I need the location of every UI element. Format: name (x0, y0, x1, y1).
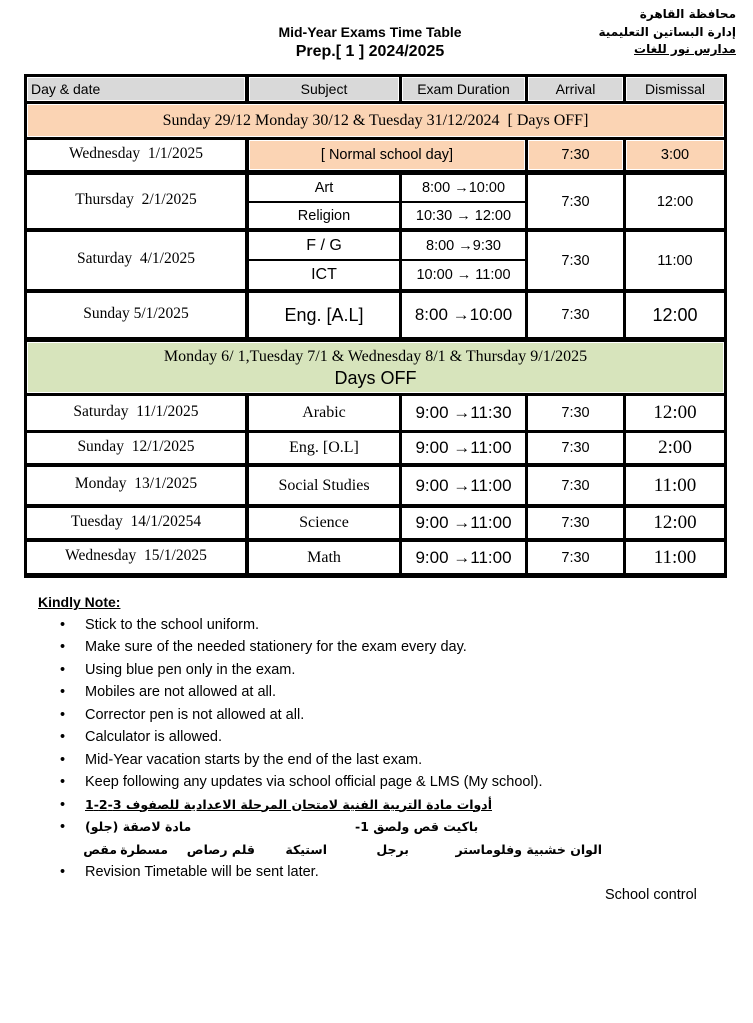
column-header-dismissal: Dismissal (626, 77, 724, 101)
table-row-duration: 9:00 →11:00 (402, 508, 525, 538)
table-row-subject: Eng. [O.L] (249, 433, 399, 463)
governorate-name: محافظة القاهرة (639, 7, 736, 21)
table-row-subject: Arabic (249, 396, 399, 430)
holiday-label: Days OFF (334, 367, 417, 388)
note-text: Keep following any updates via school official page & LMS (My school). (85, 774, 543, 790)
list-item (0, 794, 753, 817)
list-item (0, 614, 753, 637)
table-row-arrival: 7:30 (528, 508, 623, 538)
note-text: Stick to the school uniform. (85, 616, 260, 633)
table-row-duration: 9:00 →11:00 (402, 467, 525, 504)
bullet-icon (60, 749, 70, 772)
table-row-day: Thursday 2/1/2025 (27, 175, 245, 228)
table-row-duration: 9:00 →11:00 (402, 542, 525, 573)
holiday-dates: Monday 6/ 1,Tuesday 7/1 & Wednesday 8/1 & Thursday 9/1/2025 (163, 347, 588, 365)
bullet-icon (60, 861, 70, 884)
table-row-duration: 9:00 →11:30 (402, 396, 525, 430)
note-text: Corrector pen is not allowed at all. (85, 706, 305, 723)
table-row-dismissal: 11:00 (626, 232, 724, 289)
table-row-subject: Science (249, 508, 399, 538)
table-row-dismissal: 2:00 (626, 433, 724, 463)
school-name: مدارس نور للغات (634, 42, 736, 56)
table-row-duration: 8:00 →10:00 (402, 293, 525, 337)
bullet-icon (60, 704, 70, 727)
note-text: Revision Timetable will be sent later. (85, 864, 319, 880)
column-header-duration: Exam Duration (402, 77, 525, 101)
table-row-subject: F / G (249, 232, 399, 259)
table-row-arrival: 7:30 (528, 140, 623, 170)
art-tool-packet: -1 باكيت قص ولصق (355, 819, 479, 834)
column-header-arrival: Arrival (528, 77, 623, 101)
page-subtitle: Prep.[ 1 ] 2024/2025 (295, 43, 445, 60)
column-header-day: Day & date (27, 77, 245, 101)
table-row-dismissal: 12:00 (626, 508, 724, 538)
list-item (0, 636, 753, 659)
table-row-dismissal: 3:00 (626, 140, 724, 170)
notes-section (0, 591, 753, 906)
column-header-subject: Subject (249, 77, 399, 101)
list-item (0, 726, 753, 749)
notes-title: Kindly Note: (38, 594, 121, 610)
holiday-row (27, 342, 724, 393)
table-row-duration: 9:00 →11:00 (402, 433, 525, 463)
bullet-icon (60, 636, 70, 659)
table-row-arrival: 7:30 (528, 396, 623, 430)
list-item (0, 749, 753, 772)
administration-name: إدارة البساتين التعليمية (598, 24, 736, 39)
note-text: Mid-Year vacation starts by the end of the last exam. (85, 751, 423, 768)
table-row-day: Saturday 4/1/2025 (27, 232, 245, 289)
table-row-arrival: 7:30 (528, 433, 623, 463)
art-tools-title: أدوات مادة التربية الفنية لامتحان المرحلة الاعدادية للصفوف 3-2-1 (85, 796, 493, 812)
list-item (0, 771, 753, 794)
art-tool: مقص (83, 841, 117, 857)
table-row-day: Monday 13/1/2025 (27, 467, 245, 504)
table-row-day: Saturday 11/1/2025 (27, 396, 245, 430)
art-tools-list (0, 839, 753, 862)
bullet-icon (60, 614, 70, 637)
art-tool-glue: مادة لاصقة (جلو) (85, 819, 192, 834)
list-item (0, 816, 753, 839)
page-title: Mid-Year Exams Time Table (278, 24, 462, 40)
note-text: Mobiles are not allowed at all. (85, 684, 277, 700)
art-tool: برجل (376, 841, 409, 857)
table-row-subject: Social Studies (249, 467, 399, 504)
list-item (0, 704, 753, 727)
days-off-row: Sunday 29/12 Monday 30/12 & Tuesday 31/12/2024 [ Days OFF] (27, 104, 724, 137)
table-row-duration: 8:00 →9:30 (402, 232, 525, 259)
bullet-icon (60, 726, 70, 749)
table-row-dismissal: 12:00 (626, 293, 724, 337)
table-row-dismissal: 11:00 (626, 542, 724, 573)
table-row-arrival: 7:30 (528, 232, 623, 289)
table-row-arrival: 7:30 (528, 542, 623, 573)
table-row-arrival: 7:30 (528, 175, 623, 228)
art-tool: الوان خشبية وفلوماستر (455, 841, 602, 857)
table-row-duration: 10:00 → 11:00 (402, 261, 525, 289)
note-text: Make sure of the needed stationery for the exam every day. (85, 639, 467, 655)
bullet-icon (60, 659, 70, 682)
table-row-day: Sunday 5/1/2025 (27, 293, 245, 337)
art-tool: استيكة (285, 841, 327, 857)
table-row-day: Sunday 12/1/2025 (27, 433, 245, 463)
note-text: Using blue pen only in the exam. (85, 661, 296, 678)
school-control-signature: School control (605, 886, 697, 903)
note-text: Calculator is allowed. (85, 729, 223, 745)
table-row-subject: ICT (249, 261, 399, 289)
table-row-dismissal: 12:00 (626, 396, 724, 430)
table-row-arrival: 7:30 (528, 467, 623, 504)
table-row-subject: Art (249, 175, 399, 201)
bullet-icon (60, 816, 70, 839)
list-item (0, 861, 753, 884)
art-tool: قلم رصاص (186, 841, 255, 857)
table-row-dismissal: 11:00 (626, 467, 724, 504)
table-row-duration: 8:00 →10:00 (402, 175, 525, 201)
table-row-subject: Math (249, 542, 399, 573)
exam-timetable (24, 74, 727, 578)
table-row-day: Tuesday 14/1/20254 (27, 508, 245, 538)
signature-line (0, 884, 753, 907)
normal-school-day-label: [ Normal school day] (249, 140, 525, 170)
list-item (0, 681, 753, 704)
art-tool: مسطرة (120, 841, 168, 857)
table-row-arrival: 7:30 (528, 293, 623, 337)
table-row-subject: Eng. [A.L] (249, 293, 399, 337)
bullet-icon (60, 771, 70, 794)
bullet-icon (60, 681, 70, 704)
table-row-dismissal: 12:00 (626, 175, 724, 228)
table-row-day: Wednesday 15/1/2025 (27, 542, 245, 573)
list-item (0, 659, 753, 682)
table-row-day: Wednesday 1/1/2025 (27, 140, 245, 170)
bullet-icon (60, 794, 70, 817)
table-row-subject: Religion (249, 203, 399, 228)
table-row-duration: 10:30 → 12:00 (402, 203, 525, 228)
